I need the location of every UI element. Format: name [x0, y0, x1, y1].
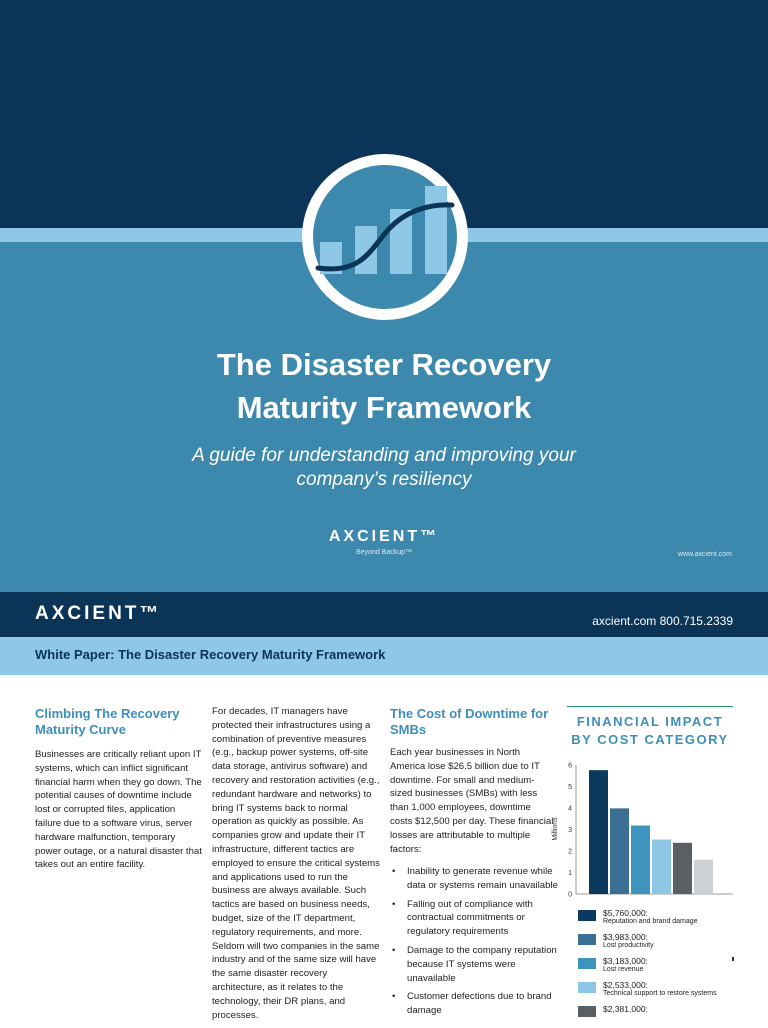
chart-bar	[673, 843, 692, 894]
cover-subtitle-line-1: A guide for understanding and improving your	[192, 445, 576, 466]
chart-bar	[652, 840, 671, 894]
legend-label: Reputation and brand damage	[603, 918, 698, 925]
legend-swatch	[578, 982, 596, 993]
y-tick-label: 3	[568, 827, 572, 834]
y-tick-label: 2	[568, 848, 572, 856]
downtime-factors-list	[390, 865, 560, 1023]
cover-title	[60, 343, 708, 429]
y-tick-label: 5	[568, 784, 572, 791]
legend-label: Lost revenue	[603, 966, 644, 973]
y-tick-label: 4	[568, 805, 572, 813]
chart-bar	[631, 826, 650, 894]
brand-logo: AXCIENT™	[35, 603, 162, 624]
chart-legend	[578, 908, 738, 1028]
legend-value: $2,381,000:	[603, 1004, 648, 1014]
legend-value: $3,183,000:	[603, 956, 648, 966]
chart-bar	[589, 770, 608, 894]
chart-bar	[694, 860, 713, 894]
chart-y-axis-title: Millions	[552, 817, 559, 841]
cover-title-line-1: The Disaster Recovery	[216, 347, 552, 382]
legend-item	[578, 980, 738, 1004]
chart-bar	[610, 808, 629, 894]
legend-item	[578, 1004, 738, 1028]
list-item: • Damage to the company reputation because IT systems were unavailable	[390, 944, 560, 985]
section-body-cost-of-downtime: Each year businesses in North America lose $26.5 billion due to IT downtime. For small and medium-sized businesses (SMBs) with less than 1,000 employees, downtime costs $12,500 per day. These financial losses are attributable to multiple factors:	[390, 747, 554, 855]
y-tick-label: 1	[568, 870, 572, 877]
growth-chart-icon	[300, 152, 470, 322]
list-item: • Falling out of compliance with contractual commitments or regulatory requirements	[390, 898, 560, 939]
chart-rule	[567, 706, 733, 707]
legend-swatch	[578, 934, 596, 945]
cover-tagline: Beyond Backup™	[355, 549, 413, 556]
chart-title: FINANCIAL IMPACT BY COST CATEGORY	[571, 714, 729, 747]
y-tick-label: 6	[568, 762, 572, 770]
legend-swatch	[578, 958, 596, 969]
cover-title-line-2: Maturity Framework	[236, 390, 532, 425]
legend-label: Technical support to restore systems	[603, 990, 717, 997]
contact-info[interactable]: axcient.com 800.715.2339	[592, 614, 733, 628]
cover-subtitle-line-2: company’s resiliency	[296, 469, 472, 490]
list-item: • Customer defections due to brand damage	[390, 990, 560, 1018]
legend-value: $5,760,000:	[603, 908, 648, 918]
legend-value: $3,983,000:	[603, 932, 648, 942]
legend-value: $2,533,000:	[603, 980, 648, 990]
page-mark	[732, 957, 734, 961]
icon-bar-4	[425, 186, 447, 274]
section-heading-maturity-curve: Climbing The Recovery Maturity Curve	[35, 706, 180, 737]
cover-subtitle	[60, 444, 708, 492]
y-tick-label: 0	[568, 891, 572, 899]
legend-item	[578, 908, 738, 932]
section-body-it-managers: For decades, IT managers have protected their infrastructures using a combination of preventive measures (e.g., backup power systems, off-site data storage, antivirus software) and recovery and restoration activities (e.g., redundant hardware and networks) to bring IT systems back to normal operation as quickly as possible. As companies grow and update their IT infrastructure, different tactics are employed to ensure the critical systems and applications used to run the business are always available. Such tactics are based on business needs, budget, size of the IT department, regulatory requirements, and more. Seldom will two companies in the same industry and of the same size will have the same disaster recovery architecture, as it relates to the technology, their DR plans, and processes.	[212, 706, 380, 1021]
paper-title: White Paper: The Disaster Recovery Maturity Framework	[35, 647, 386, 662]
list-item: • Inability to generate revenue while data or systems remain unavailable	[390, 865, 560, 893]
legend-swatch	[578, 1006, 596, 1017]
legend-label: Lost productivity	[603, 942, 654, 949]
financial-impact-chart	[545, 755, 740, 905]
cover-url[interactable]: www.axcient.com	[677, 551, 732, 558]
section-heading-cost-of-downtime: The Cost of Downtime for SMBs	[390, 706, 549, 737]
legend-swatch	[578, 910, 596, 921]
section-body-maturity-curve: Businesses are critically reliant upon IT systems, which can inflict significant financial harm when they go down. The potential causes of downtime include lost or corrupted files, application failure due to a software virus, server hardware malfunction, temporary power outage, or a natural disaster that takes out an entire facility.	[35, 749, 202, 871]
legend-item	[578, 956, 738, 980]
legend-item	[578, 932, 738, 956]
cover-logo: AXCIENT™	[328, 528, 440, 545]
